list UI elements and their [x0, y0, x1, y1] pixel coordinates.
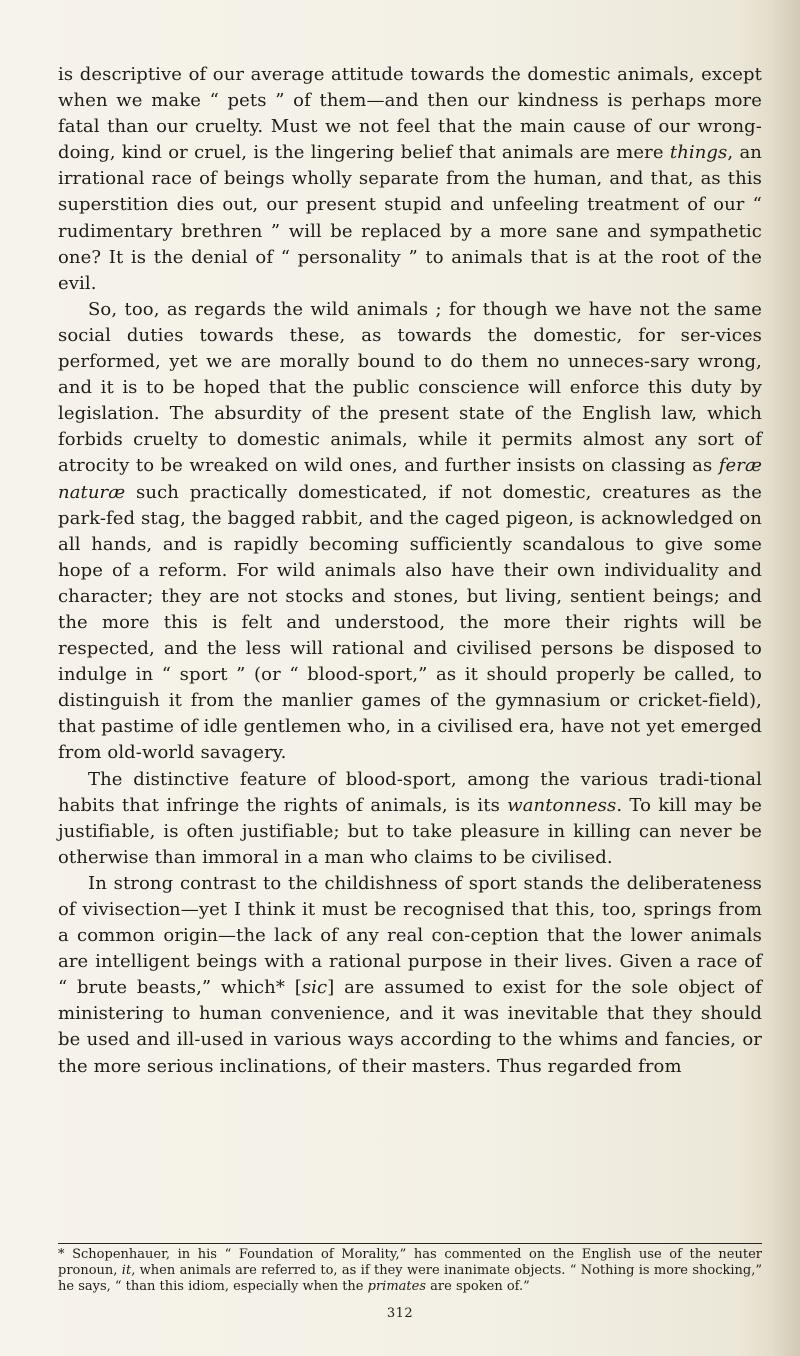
- body-text: [58, 62, 762, 1080]
- paragraph-2: [58, 297, 762, 767]
- paragraph-4: [58, 871, 762, 1080]
- paragraph-1-text-1: is descriptive of our average attitude towards the domestic animals, except when we make “ pets ” of them—and then our kindness is perhaps more fatal than our cruelty. Must we not feel that the main cause of our wrong-doing, kind or cruel, is the lingering belief that animals are mere: [58, 64, 762, 164]
- paragraph-3-italic-wantonness: wantonness: [507, 794, 617, 816]
- footnote-divider: [58, 1243, 762, 1244]
- paragraph-3-text-2: . To kill may be justifiable, is often justifiable; but to take pleasure in killing can never be otherwise than immoral in a man who claims to be civilised.: [58, 794, 762, 868]
- page-edge-shadow: [772, 0, 800, 1356]
- page-number: 312: [386, 1306, 414, 1321]
- footnote-text-2: , when animals are referred to, as if they were inanimate objects. “ Nothing is more shocking,” he says, “ than this idiom, especially when the: [58, 1263, 762, 1295]
- footnote-text-3: are spoken of.”: [426, 1279, 530, 1295]
- paragraph-4-text-1: In strong contrast to the childishness of sport stands the deliberateness of vivisection—yet I think it must be recognised that this, too, springs from a common origin—the lack of any real con-ception that the lower animals are intelligent beings with a rational purpose in their lives. Given a race of “ brute beasts,” which* [: [58, 872, 762, 999]
- paragraph-2-text-1: So, too, as regards the wild animals ; for though we have not the same social duties towards these, as towards the domestic, for ser-vices performed, yet we are morally bound to do them no unneces-sary wrong, and it is to be hoped that the public conscience will enforce this duty by legislation. The absurdity of the present state of the English law, which forbids cruelty to domestic animals, while it permits almost any sort of atrocity to be wreaked on wild ones, and further insists on classing as: [58, 298, 762, 477]
- paragraph-4-text-2: ] are assumed to exist for the sole object of ministering to human convenience, and it was inevitable that they should be used and ill-used in various ways according to the whims and fancies, or the more serious inclinations, of their masters. Thus regarded from: [58, 977, 763, 1077]
- paragraph-1-text-2: , an irrational race of beings wholly separate from the human, and that, as this superstition dies out, our present stupid and unfeeling treatment of our “ rudimentary brethren ” will be replaced by a more sane and sympathetic one? It is the denial of “ personality ” to animals that is at the root of the evil.: [58, 142, 762, 294]
- paragraph-3: [58, 767, 762, 871]
- paragraph-2-text-2: such practically domesticated, if not domestic, creatures as the park-fed stag, the bagged rabbit, and the caged pigeon, is acknowledged on all hands, and is rapidly becoming sufficiently scandalous to give some hope of a reform. For wild animals also have their own individuality and character; they are not stocks and stones, but living, sentient beings; and the more this is felt and understood, the more their rights will be respected, and the less will rational and civilised persons be disposed to indulge in “ sport ” (or “ blood-sport,” as it should properly be called, to distinguish it from the manlier games of the gymnasium or cricket-field), that pastime of idle gentlemen who, in a civilised era, have not yet emerged from old-world savagery.: [58, 481, 762, 764]
- paragraph-1: [58, 62, 762, 297]
- paragraph-1-italic-things: things: [669, 142, 728, 164]
- footnote: [58, 1247, 762, 1296]
- footnote-text-1: * Schopenhauer, in his “ Foundation of Morality,” has commented on the English use of the neuter pronoun,: [58, 1247, 762, 1279]
- footnote-italic-primates: primates: [367, 1279, 427, 1295]
- paragraph-4-italic-sic: sic: [301, 977, 328, 999]
- footnote-italic-it: it: [121, 1263, 132, 1279]
- paragraph-3-text-1: The distinctive feature of blood-sport, among the various tradi-tional habits that infringe the rights of animals, is its: [58, 768, 762, 816]
- paragraph-2-italic-ferae-naturae: feræ naturæ: [58, 455, 762, 503]
